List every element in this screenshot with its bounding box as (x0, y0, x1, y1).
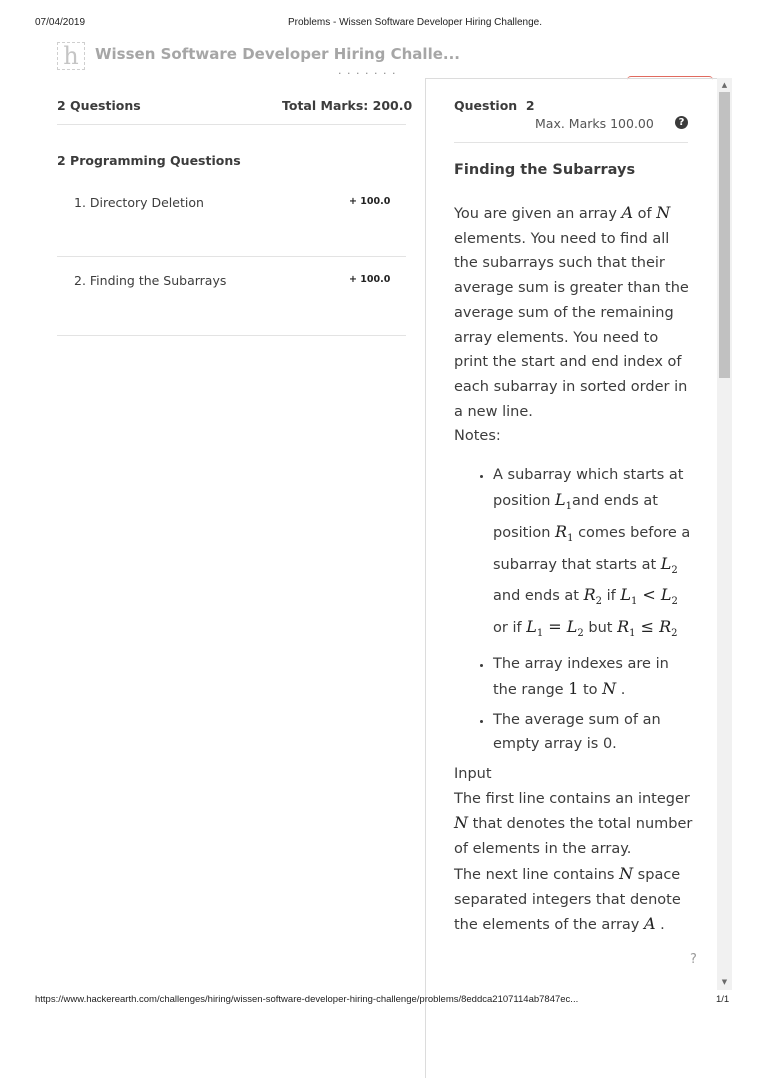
corner-help-icon[interactable]: ? (690, 952, 697, 967)
input-description-2: The next line contains N space separated integers that denote the elements of the array A . (454, 863, 681, 934)
note-ordering: • A subarray which starts at position $L_1and$ ends at position $R_1$ comes before a subarray that starts at $L_2$ and ends at $R_2$ if $L_1 < L_2$ or if $L_1 = L_2$ but $R_1 \le R_2$ (493, 463, 694, 647)
question-label: Question 2 (454, 98, 535, 113)
print-page-count: 1/1 (716, 994, 730, 1005)
section-title: 2 Programming Questions (57, 153, 241, 168)
scroll-down-arrow-icon[interactable]: ▼ (721, 978, 728, 986)
input-description-1: The first line contains an integer N that denotes the total number of elements in the array. (454, 790, 693, 858)
help-icon[interactable]: ? (675, 116, 688, 129)
notes-heading: Notes: (454, 428, 501, 445)
divider (57, 124, 406, 125)
notes-list (454, 463, 694, 757)
scroll-up-arrow-icon[interactable]: ▲ (721, 81, 728, 89)
divider (454, 142, 688, 143)
print-page-title: Problems - Wissen Software Developer Hiring Challenge. (288, 17, 542, 28)
question-number: 2 (525, 98, 535, 113)
question-list-item-1[interactable]: 1. Directory Deletion (74, 195, 204, 210)
print-date: 07/04/2019 (35, 17, 86, 28)
scrollbar-thumb[interactable] (719, 92, 730, 378)
question-list-item-2[interactable]: 2. Finding the Subarrays (74, 273, 227, 288)
clipped-subtitle: · · · · · · · (338, 67, 397, 80)
problem-statement (454, 201, 694, 938)
problem-title: Finding the Subarrays (454, 162, 636, 178)
problem-intro: You are given an array A of N elements. You need to find all the subarrays such that their average sum is greater than the average sum of the remaining array elements. You need to print the start and end index of each subarray in sorted order in a new line. (454, 203, 689, 420)
note-empty-array: • The average sum of an empty array is 0. (493, 708, 694, 757)
print-url: https://www.hackerearth.com/challenges/hiring/wissen-software-developer-hiring-challenge/problems/8eddca2107114ab7847ec... (35, 994, 579, 1005)
divider (57, 335, 406, 336)
note-index-range: • The array indexes are in the range 1 to N . (493, 652, 694, 702)
question-count: 2 Questions (57, 98, 141, 113)
max-marks: Max. Marks 100.00 (535, 116, 654, 131)
challenge-title[interactable]: Wissen Software Developer Hiring Challe... (95, 45, 460, 63)
question-marks-1: + 100.0 (349, 196, 391, 207)
input-heading: Input (454, 766, 492, 782)
total-marks: Total Marks: 200.0 (282, 98, 413, 113)
question-marks-2: + 100.0 (349, 274, 391, 285)
divider (57, 256, 406, 257)
hackerearth-logo-icon[interactable]: h (57, 42, 85, 70)
